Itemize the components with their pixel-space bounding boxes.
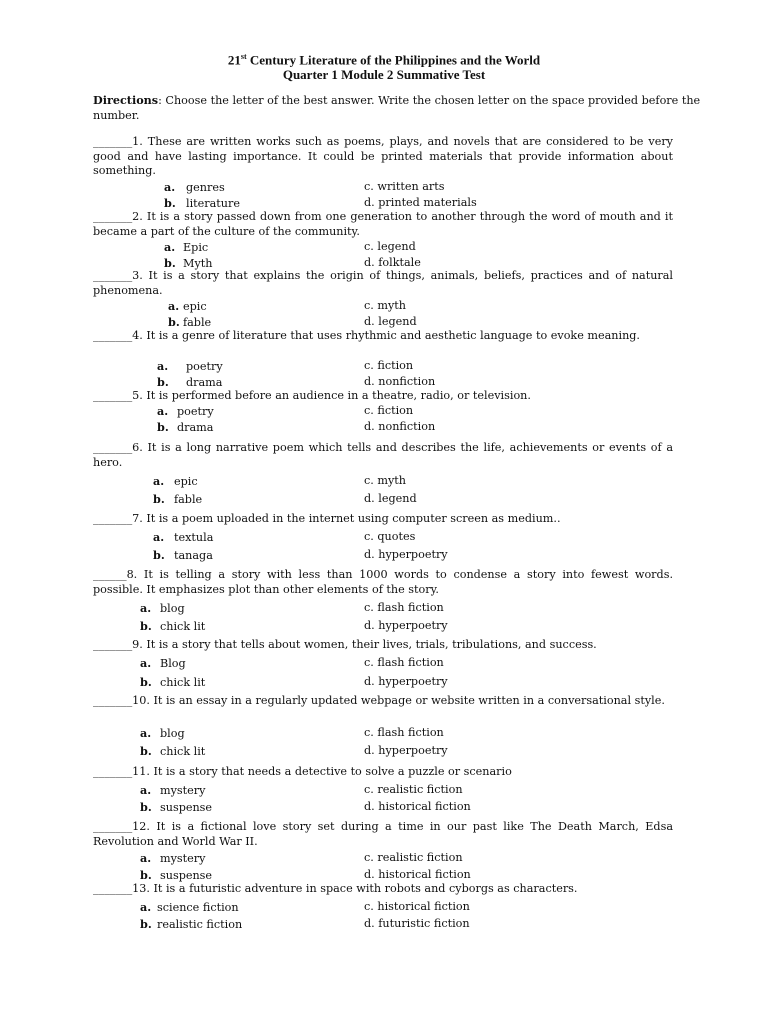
option-text: mystery (160, 784, 206, 797)
option-text: genres (186, 181, 225, 194)
question-3-stem: _______3. It is a story that explains the origin of things, animals, beliefs, practices and of natural phenomena. (93, 269, 673, 297)
option-letter: a. (140, 900, 152, 914)
option-text: chick lit (160, 676, 206, 689)
option-letter: b. (140, 917, 152, 931)
question-3-option-c: c. myth (364, 299, 407, 312)
option-letter: b. (140, 744, 152, 758)
question-5-option-c: c. fiction (364, 404, 414, 417)
directions: Directions: Choose the letter of the best answer. Write the chosen letter on the space provided before the number. (93, 93, 701, 122)
page-title: 21st Century Literature of the Philippines and the World (227, 52, 541, 68)
question-4-option-a (157, 359, 223, 374)
question-5-option-a (157, 404, 214, 419)
question-4-option-b (157, 375, 222, 390)
question-3-option-a (168, 299, 207, 314)
option-text: suspense (160, 801, 213, 814)
question-11-option-b (140, 800, 212, 815)
question-8-stem: ______8. It is telling a story with less than 1000 words to condense a story into fewest words. possible. It emphasizes plot than other elements of the story. (93, 568, 673, 596)
question-10-option-a (140, 726, 185, 741)
question-10-stem: _______10. It is an essay in a regularly updated webpage or website written in a conversational style. (93, 694, 665, 707)
option-text: tanaga (174, 549, 213, 562)
question-11-option-d: d. historical fiction (364, 800, 471, 813)
question-1-option-d: d. printed materials (364, 196, 477, 209)
question-5-stem: _______5. It is performed before an audience in a theatre, radio, or television. (93, 389, 531, 402)
page-subtitle: Quarter 1 Module 2 Summative Test (282, 67, 486, 82)
option-text: literature (186, 197, 240, 210)
option-text: blog (160, 602, 185, 615)
option-letter: b. (157, 420, 169, 434)
question-11-option-c: c. realistic fiction (364, 783, 463, 796)
option-letter: a. (153, 530, 165, 544)
question-2-stem: _______2. It is a story passed down from one generation to another through the word of mouth and it became a part of the culture of the community. (93, 210, 673, 238)
option-letter: b. (140, 800, 152, 814)
option-letter: b. (164, 196, 176, 210)
question-7-option-a (153, 530, 213, 545)
option-text: drama (177, 421, 214, 434)
question-1-option-c: c. written arts (364, 180, 445, 193)
question-4-option-c: c. fiction (364, 359, 414, 372)
question-12-option-c: c. realistic fiction (364, 851, 463, 864)
option-letter: b. (157, 375, 169, 389)
option-text: Myth (183, 257, 213, 270)
option-letter: a. (140, 601, 152, 615)
question-2-option-a (164, 240, 208, 255)
question-8-option-c: c. flash fiction (364, 601, 444, 614)
question-9-option-c: c. flash fiction (364, 656, 444, 669)
question-7-option-b (153, 548, 213, 563)
question-12-stem: _______12. It is a fictional love story set during a time in our past like The Death March, Edsa Revolution and World War II. (93, 820, 673, 848)
option-text: chick lit (160, 745, 206, 758)
option-letter: b. (140, 675, 152, 689)
option-text: drama (186, 376, 223, 389)
option-text: realistic fiction (157, 918, 243, 931)
question-9-option-b (140, 675, 205, 690)
option-letter: a. (164, 180, 176, 194)
question-2-option-d: d. folktale (364, 256, 421, 269)
option-letter: b. (140, 868, 152, 882)
question-6-option-a (153, 474, 198, 489)
question-2-option-c: c. legend (364, 240, 416, 253)
question-9-option-a (140, 656, 186, 671)
option-text: science fiction (157, 901, 239, 914)
option-letter: a. (140, 783, 152, 797)
option-text: epic (183, 300, 207, 313)
option-letter: a. (157, 359, 169, 373)
option-text: textula (174, 531, 214, 544)
question-10-option-d: d. hyperpoetry (364, 744, 448, 757)
option-text: Epic (183, 241, 209, 254)
option-letter: b. (140, 619, 152, 633)
question-8-option-a (140, 601, 185, 616)
question-3-option-d: d. legend (364, 315, 417, 328)
question-9-option-d: d. hyperpoetry (364, 675, 448, 688)
question-7-option-d: d. hyperpoetry (364, 548, 448, 561)
option-text: poetry (186, 360, 223, 373)
option-letter: a. (168, 299, 180, 313)
option-letter: a. (164, 240, 176, 254)
question-12-option-d: d. historical fiction (364, 868, 471, 881)
question-13-option-a (140, 900, 239, 915)
question-11-option-a (140, 783, 205, 798)
option-letter: a. (140, 656, 152, 670)
question-13-option-b (140, 917, 242, 932)
option-letter: b. (168, 315, 180, 329)
question-13-option-c: c. historical fiction (364, 900, 470, 913)
option-letter: a. (157, 404, 169, 418)
question-4-option-d: d. nonfiction (364, 375, 436, 388)
option-text: fable (183, 316, 212, 329)
option-text: poetry (177, 405, 214, 418)
question-9-stem: _______9. It is a story that tells about women, their lives, trials, tribulations, and success. (93, 638, 597, 651)
question-12-option-a (140, 851, 205, 866)
question-12-option-b (140, 868, 212, 883)
question-6-option-b (153, 492, 202, 507)
option-letter: b. (164, 256, 176, 270)
option-text: blog (160, 727, 185, 740)
option-letter: b. (153, 548, 165, 562)
question-8-option-b (140, 619, 205, 634)
question-13-stem: _______13. It is a futuristic adventure in space with robots and cyborgs as characters. (93, 882, 578, 895)
question-1-option-b (164, 196, 240, 211)
option-letter: a. (140, 726, 152, 740)
question-8-option-d: d. hyperpoetry (364, 619, 448, 632)
question-1-option-a (164, 180, 225, 195)
question-5-option-b (157, 420, 213, 435)
option-letter: b. (153, 492, 165, 506)
option-text: Blog (160, 657, 186, 670)
question-1-stem: _______1. These are written works such as poems, plays, and novels that are considered to be very good and have lasting importance. It could be printed materials that provide information about something. (93, 135, 673, 177)
question-10-option-b (140, 744, 205, 759)
option-text: fable (174, 493, 203, 506)
question-7-stem: _______7. It is a poem uploaded in the internet using computer screen as medium.. (93, 512, 561, 525)
option-text: mystery (160, 852, 206, 865)
question-6-option-d: d. legend (364, 492, 417, 505)
option-text: suspense (160, 869, 213, 882)
question-4-stem: _______4. It is a genre of literature that uses rhythmic and aesthetic language to evoke meaning. (93, 329, 640, 342)
question-6-stem: _______6. It is a long narrative poem which tells and describes the life, achievements or events of a hero. (93, 441, 673, 469)
question-5-option-d: d. nonfiction (364, 420, 436, 433)
question-13-option-d: d. futuristic fiction (364, 917, 470, 930)
question-6-option-c: c. myth (364, 474, 407, 487)
question-11-stem: _______11. It is a story that needs a detective to solve a puzzle or scenario (93, 765, 512, 778)
option-letter: a. (140, 851, 152, 865)
option-letter: a. (153, 474, 165, 488)
question-3-option-b (168, 315, 211, 330)
option-text: chick lit (160, 620, 206, 633)
question-10-option-c: c. flash fiction (364, 726, 444, 739)
question-7-option-c: c. quotes (364, 530, 416, 543)
option-text: epic (174, 475, 198, 488)
